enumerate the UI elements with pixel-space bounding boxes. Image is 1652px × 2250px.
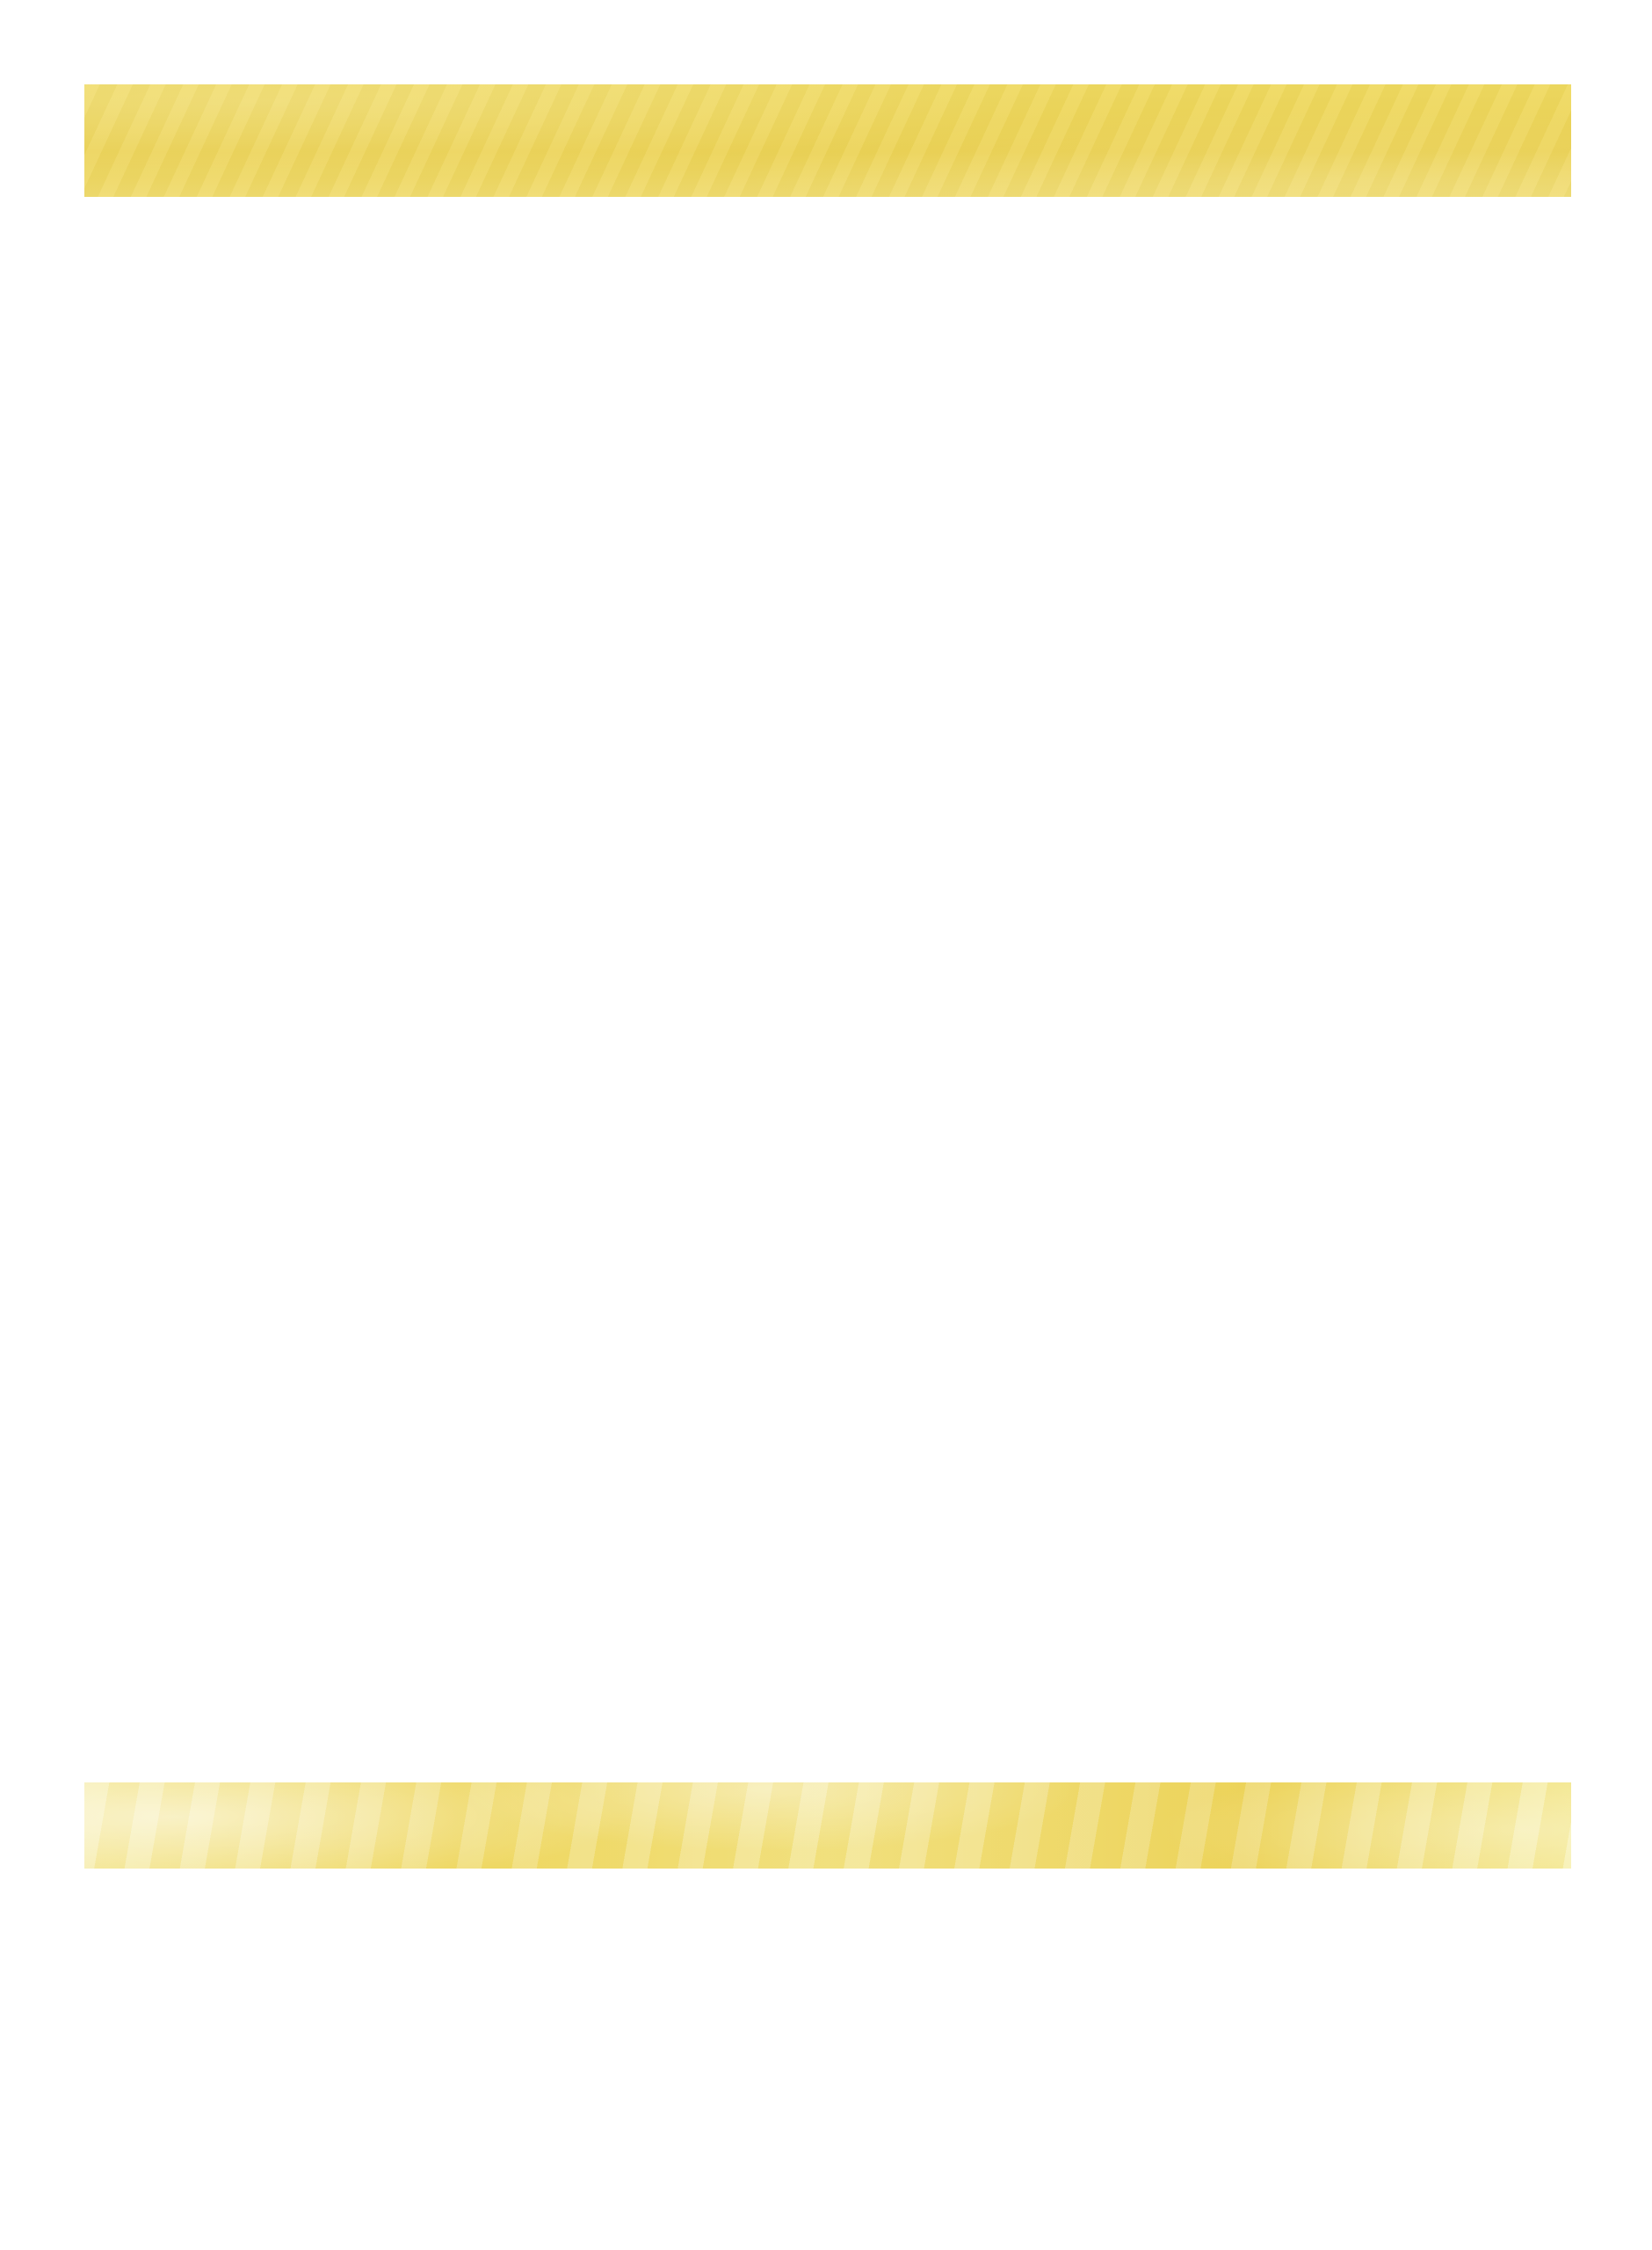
guide-banner [84, 1782, 1571, 1869]
day-header-row [0, 221, 1652, 271]
title-banner [84, 84, 1571, 197]
